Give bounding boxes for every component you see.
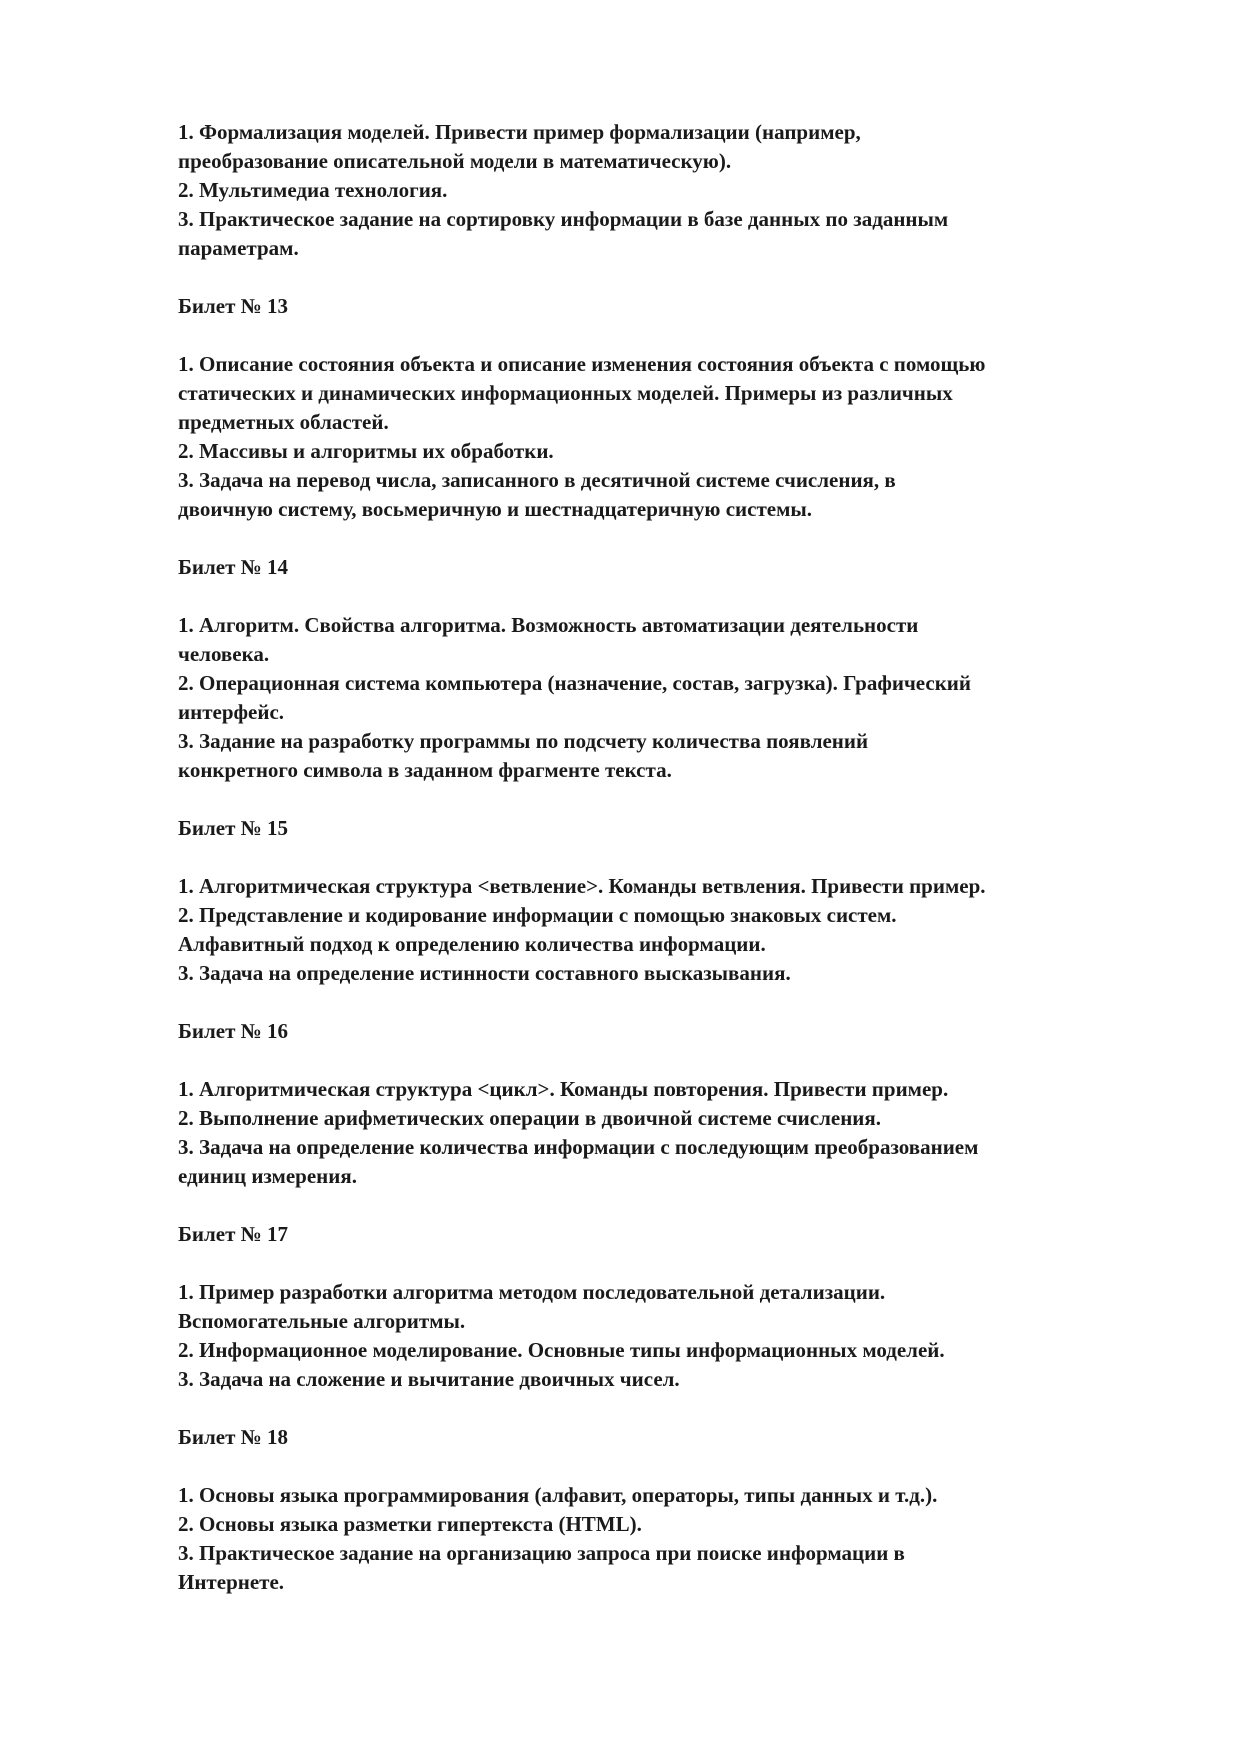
question-line: 3. Задание на разработку программы по подсчету количества появлений (178, 729, 869, 753)
question-line: единиц измерения. (178, 1164, 357, 1188)
spacer (178, 843, 1178, 872)
ticket-questions (178, 1075, 1178, 1191)
question-line: 3. Задача на определение истинности составного высказывания. (178, 961, 791, 985)
ticket-questions (178, 350, 1178, 524)
question-line: 2. Массивы и алгоритмы их обработки. (178, 439, 554, 463)
question-line: 3. Задача на сложение и вычитание двоичных чисел. (178, 1367, 680, 1391)
question-line: 1. Формализация моделей. Привести пример формализации (например, (178, 120, 861, 144)
ticket-questions (178, 1278, 1178, 1394)
question-line: 1. Пример разработки алгоритма методом последовательной детализации. (178, 1280, 886, 1304)
question-line: 2. Основы языка разметки гипертекста (HTML). (178, 1512, 642, 1536)
spacer (178, 582, 1178, 611)
spacer (178, 1452, 1178, 1481)
question-line: 3. Задача на перевод числа, записанного в десятичной системе счисления, в (178, 468, 896, 492)
ticket-questions (178, 1481, 1178, 1597)
question-line: человека. (178, 642, 270, 666)
question-line: 2. Операционная система компьютера (назначение, состав, загрузка). Графический (178, 671, 972, 695)
question-line: 1. Основы языка программирования (алфавит, операторы, типы данных и т.д.). (178, 1483, 938, 1507)
question-line: интерфейс. (178, 700, 285, 724)
question-line: 1. Описание состояния объекта и описание изменения состояния объекта с помощью (178, 352, 986, 376)
question-line: Алфавитный подход к определению количества информации. (178, 932, 766, 956)
spacer (178, 1394, 1178, 1423)
spacer (178, 988, 1178, 1017)
question-line: предметных областей. (178, 410, 389, 434)
ticket-title: Билет № 14 (178, 555, 289, 579)
question-line: 3. Практическое задание на сортировку информации в базе данных по заданным (178, 207, 949, 231)
spacer (178, 1046, 1178, 1075)
question-line: 2. Мультимедиа технология. (178, 178, 448, 202)
question-line: конкретного символа в заданном фрагменте текста. (178, 758, 672, 782)
ticket-questions (178, 872, 1178, 988)
question-line: Интернете. (178, 1570, 285, 1594)
question-line: 2. Представление и кодирование информации с помощью знаковых систем. (178, 903, 897, 927)
question-line: статических и динамических информационных моделей. Примеры из различных (178, 381, 953, 405)
question-line: 1. Алгоритмическая структура <ветвление>. Команды ветвления. Привести пример. (178, 874, 986, 898)
spacer (178, 1191, 1178, 1220)
spacer (178, 524, 1178, 553)
question-line: двоичную систему, восьмеричную и шестнадцатеричную системы. (178, 497, 813, 521)
question-line: параметрам. (178, 236, 299, 260)
spacer (178, 785, 1178, 814)
intro-questions (178, 118, 1178, 263)
spacer (178, 1249, 1178, 1278)
spacer (178, 321, 1178, 350)
ticket-title: Билет № 16 (178, 1019, 289, 1043)
question-line: 2. Выполнение арифметических операции в двоичной системе счисления. (178, 1106, 882, 1130)
question-line: 3. Задача на определение количества информации с последующим преобразованием (178, 1135, 979, 1159)
question-line: 2. Информационное моделирование. Основные типы информационных моделей. (178, 1338, 945, 1362)
question-line: 1. Алгоритмическая структура <цикл>. Команды повторения. Привести пример. (178, 1077, 949, 1101)
document-content (178, 118, 1178, 1597)
question-line: 3. Практическое задание на организацию запроса при поиске информации в (178, 1541, 905, 1565)
ticket-questions (178, 611, 1178, 785)
question-line: преобразование описательной модели в математическую). (178, 149, 732, 173)
ticket-title: Билет № 18 (178, 1425, 289, 1449)
ticket-title: Билет № 13 (178, 294, 289, 318)
question-line: Вспомогательные алгоритмы. (178, 1309, 466, 1333)
ticket-title: Билет № 17 (178, 1222, 289, 1246)
spacer (178, 263, 1178, 292)
ticket-title: Билет № 15 (178, 816, 289, 840)
question-line: 1. Алгоритм. Свойства алгоритма. Возможность автоматизации деятельности (178, 613, 919, 637)
